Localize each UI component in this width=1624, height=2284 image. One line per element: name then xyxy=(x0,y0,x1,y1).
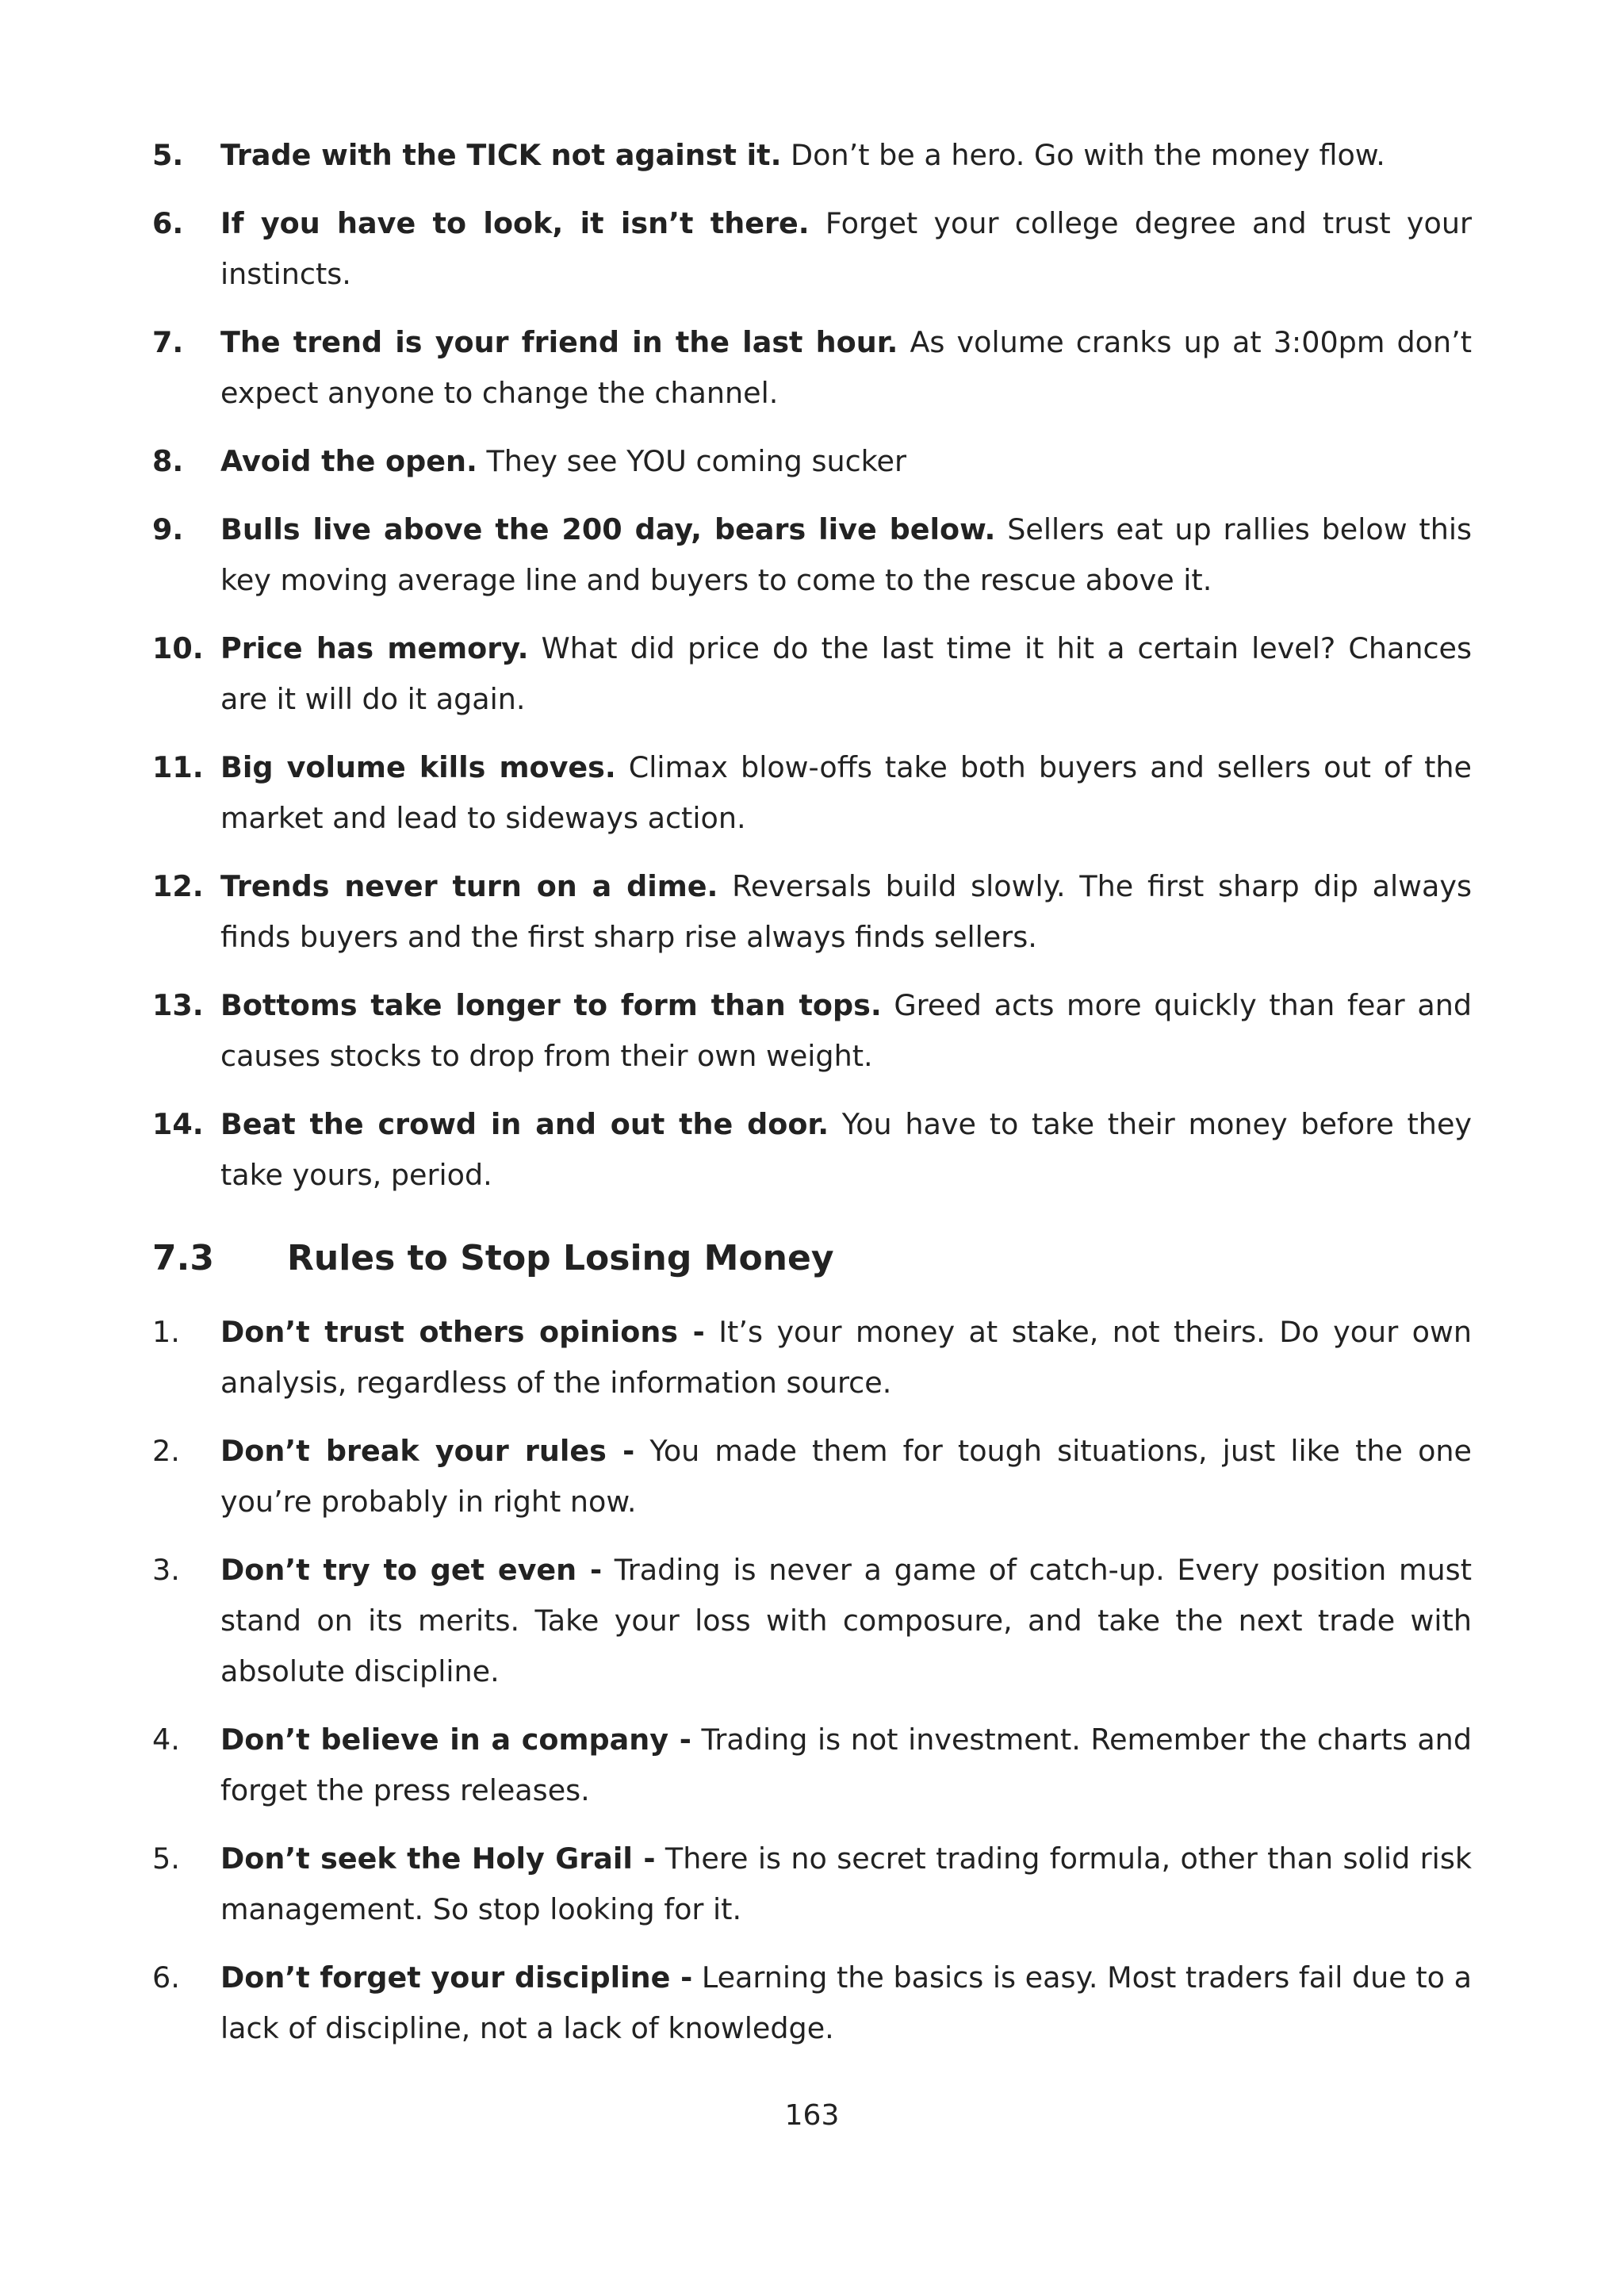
item-lead: The trend is your friend in the last hour. xyxy=(220,325,898,359)
item-text: You made them for tough situations, just like the one you’re probably in right now. xyxy=(220,1434,1472,1519)
item-lead: Don’t try to get even - xyxy=(220,1553,603,1587)
item-text: Greed acts more quickly than fear and causes stocks to drop from their own weight. xyxy=(220,988,1472,1073)
list-item xyxy=(152,198,1472,300)
item-lead: If you have to look, it isn’t there. xyxy=(220,206,810,240)
item-number: 13. xyxy=(152,988,204,1022)
section-number: 7.3 xyxy=(152,1238,214,1278)
list-item xyxy=(152,861,1472,963)
section-title: Rules to Stop Losing Money xyxy=(287,1238,834,1278)
item-number: 7. xyxy=(152,325,184,359)
item-number: 11. xyxy=(152,750,204,784)
item-number: 6. xyxy=(152,206,184,240)
item-text: Forget your college degree and trust your instincts. xyxy=(220,206,1472,291)
item-lead: Don’t break your rules - xyxy=(220,1434,635,1468)
list-item xyxy=(152,623,1472,725)
item-text: They see YOU coming sucker xyxy=(477,444,906,478)
item-lead: Don’t trust others opinions - xyxy=(220,1315,705,1349)
item-lead: Big volume kills moves. xyxy=(220,750,616,784)
item-lead: Bulls live above the 200 day, bears live below. xyxy=(220,512,996,546)
item-number: 9. xyxy=(152,512,184,546)
item-number: 2. xyxy=(152,1434,180,1468)
item-number: 12. xyxy=(152,869,204,903)
item-text: Climax blow-offs take both buyers and sellers out of the market and lead to sideways action. xyxy=(220,750,1472,835)
list-item xyxy=(152,436,1472,487)
item-lead: Don’t seek the Holy Grail - xyxy=(220,1841,656,1876)
list-item xyxy=(152,980,1472,1082)
item-number: 3. xyxy=(152,1553,180,1587)
list-item xyxy=(152,130,1472,181)
item-text: You have to take their money before they take yours, period. xyxy=(220,1107,1472,1192)
item-text: As volume cranks up at 3:00pm don’t expect anyone to change the channel. xyxy=(220,325,1472,410)
item-number: 4. xyxy=(152,1723,180,1757)
item-text: Reversals build slowly. The first sharp dip always finds buyers and the first sharp rise always finds sellers. xyxy=(220,869,1472,954)
item-text: Trading is not investment. Remember the charts and forget the press releases. xyxy=(220,1723,1472,1807)
item-text: It’s your money at stake, not theirs. Do your own analysis, regardless of the information source. xyxy=(220,1315,1472,1400)
item-number: 6. xyxy=(152,1960,180,1995)
item-lead: Price has memory. xyxy=(220,631,529,665)
item-lead: Trends never turn on a dime. xyxy=(220,869,718,903)
item-lead: Beat the crowd in and out the door. xyxy=(220,1107,829,1141)
list-item xyxy=(152,742,1472,844)
item-number: 5. xyxy=(152,1841,180,1876)
item-text: Trading is never a game of catch-up. Every position must stand on its merits. Take your loss with composure, and take the next trade with absolute discipline. xyxy=(220,1553,1473,1688)
item-number: 1. xyxy=(152,1315,180,1349)
item-text: Sellers eat up rallies below this key moving average line and buyers to come to the rescue above it. xyxy=(220,512,1473,597)
item-number: 5. xyxy=(152,138,184,172)
list-item xyxy=(152,504,1472,606)
trading-rules-list xyxy=(152,130,1472,1218)
list-item xyxy=(152,1307,1472,1408)
item-text: Learning the basics is easy. Most traders fail due to a lack of discipline, not a lack of knowledge. xyxy=(220,1960,1472,2045)
section-heading xyxy=(152,1231,1472,1286)
item-text: Don’t be a hero. Go with the money flow. xyxy=(781,138,1385,172)
item-lead: Don’t believe in a company - xyxy=(220,1723,691,1757)
list-item xyxy=(152,1099,1472,1201)
list-item xyxy=(152,1426,1472,1527)
item-lead: Trade with the TICK not against it. xyxy=(220,138,782,172)
item-lead: Bottoms take longer to form than tops. xyxy=(220,988,882,1022)
page-number: 163 xyxy=(784,2099,840,2132)
list-item xyxy=(152,317,1472,419)
item-number: 14. xyxy=(152,1107,204,1141)
item-text: There is no secret trading formula, other than solid risk management. So stop looking for it. xyxy=(220,1841,1472,1926)
losing-money-rules-list xyxy=(152,1307,1472,2071)
list-item xyxy=(152,1953,1472,2054)
item-number: 10. xyxy=(152,631,204,665)
list-item xyxy=(152,1834,1472,1935)
item-number: 8. xyxy=(152,444,184,478)
item-lead: Avoid the open. xyxy=(220,444,477,478)
item-lead: Don’t forget your discipline - xyxy=(220,1960,693,1995)
item-text: What did price do the last time it hit a certain level? Chances are it will do it again. xyxy=(220,631,1472,716)
list-item xyxy=(152,1715,1472,1816)
list-item xyxy=(152,1545,1472,1697)
